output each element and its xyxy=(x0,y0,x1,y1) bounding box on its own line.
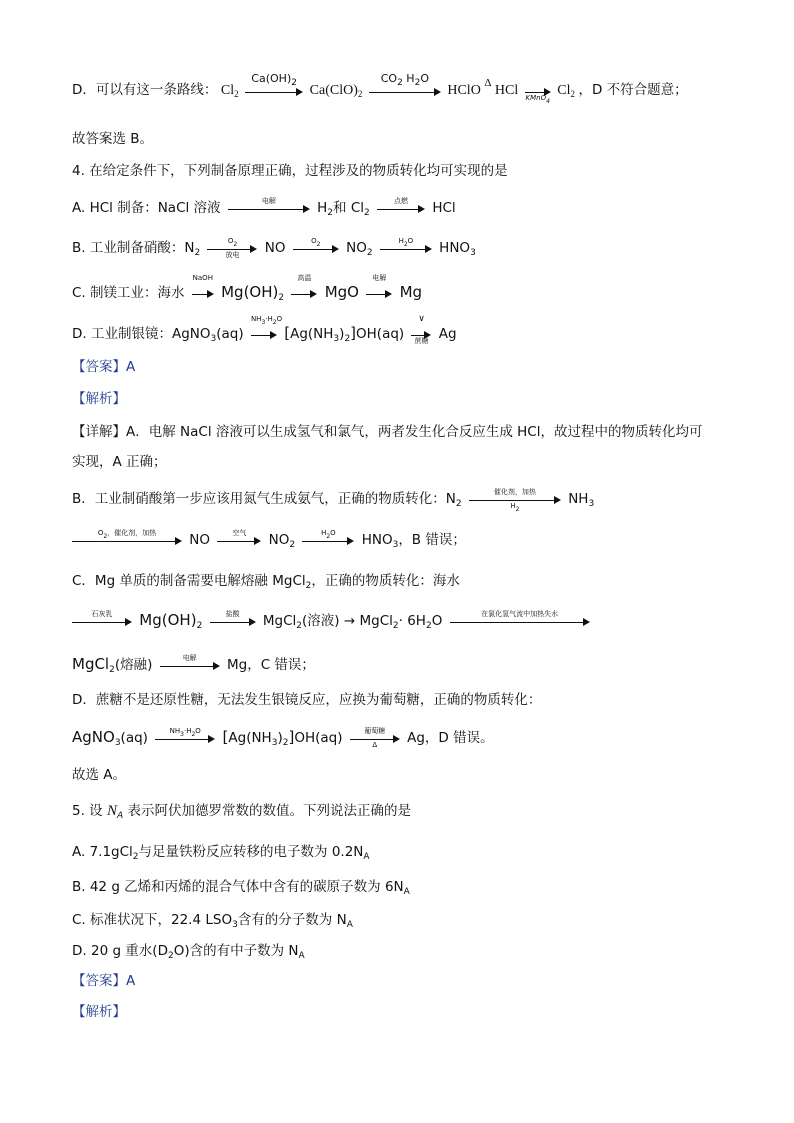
q4-detail-c2: 石灰乳 $Mg(OH)_2$ 盐酸 MgCl$_2$(溶液) → MgCl$_2$· $6H_2O$ 在氯化氢气流中加热失水 xyxy=(72,610,593,636)
hcl: HCl xyxy=(494,83,519,99)
conclusion-b: 故答案选 B。 xyxy=(72,131,154,147)
delta-symbol: Δ xyxy=(484,77,492,90)
q4-detail-d2: AgNO$_3$(aq) $NH_3\cdot H_2O$ $[Ag(NH_3)_2]OH(aq)$ 葡萄糖 Δ Ag，D 错误。 xyxy=(72,727,494,749)
q4-detail-b1: B．工业制硝酸第一步应该用氮气生成氨气，正确的物质转化：$N_2$ 催化剂，加热 $H_2$ $NH_3$ xyxy=(72,488,595,513)
q4-detail-a2: 实现，A 正确； xyxy=(72,454,167,470)
q4-detail-c1: C．Mg 单质的制备需要电解熔融 MgCl$_2$，正确的物质转化：海水 xyxy=(72,573,460,591)
d-route-line xyxy=(72,72,688,105)
cl2: $Cl_2$ xyxy=(220,83,239,100)
q4-analysis: 【解析】 xyxy=(72,391,126,407)
d-route-prefix: D．可以有这一条路线： xyxy=(72,82,218,99)
q4-detail-d1: D．蔗糖不是还原性糖，无法发生银镜反应，应换为葡萄糖，正确的物质转化： xyxy=(72,692,542,708)
q4-detail-c3: MgCl$_2$(熔融) 电解 Mg，C 错误； xyxy=(72,654,315,675)
q4-conclusion: 故选 A。 xyxy=(72,767,127,783)
hclo: HClO xyxy=(447,83,481,99)
q5-option-a: A. 7.1gCl$_2$与足量铁粉反应转移的电子数为 $0.2N_A$ xyxy=(72,844,370,862)
d-route-suffix: ，D 不符合题意； xyxy=(578,82,688,99)
caclo2: $Ca(ClO)_2$ xyxy=(309,83,363,100)
q4-option-b: B. 工业制备硝酸：$N_2$ $O_2$ 放电 NO $O_2$ $NO_2$ $H_2O$ $HNO_3$ xyxy=(72,237,476,259)
q5-option-d: D. 20 g 重水$(D_2O)$含的有中子数为 $N_A$ xyxy=(72,943,305,961)
q4-answer: 【答案】A xyxy=(72,359,136,375)
arrow-caoh2: $Ca(OH)_2$ xyxy=(245,80,303,102)
q5-answer: 【答案】A xyxy=(72,973,136,989)
q4-option-c: C. 制镁工业：海水 NaOH $Mg(OH)_2$ 高温 MgO 电解 Mg xyxy=(72,274,423,303)
cl2-end: $Cl_2$ xyxy=(557,83,575,100)
q5-option-b: B. 42 g 乙烯和丙烯的混合气体中含有的碳原子数为 $6N_A$ xyxy=(72,879,410,897)
q5-stem: 5. 设 $N_A$ 表示阿伏加德罗常数的数值。下列说法正确的是 xyxy=(72,803,411,821)
q4-detail-b2: $O_2$，催化剂，加热 NO 空气 $NO_2$ $H_2O$ $HNO_3$，B 错误； xyxy=(72,529,466,555)
q4-detail-a1: 【详解】A．电解 NaCl 溶液可以生成氢气和氯气，两者发生化合反应生成 HCl，故过程中的物质转化均可 xyxy=(72,424,703,440)
arrow-kmno4: KMnO$_4$ xyxy=(525,80,551,102)
arrow-co2-h2o: $CO_2$ $H_2O$ xyxy=(369,80,441,102)
q5-option-c: C. 标准状况下，22.4 $LSO_3$含有的分子数为 $N_A$ xyxy=(72,912,353,930)
q4-option-a: A. HCl 制备：NaCl 溶液 电解 $H_2$和 $Cl_2$ 点燃 HCl xyxy=(72,197,456,218)
q5-analysis: 【解析】 xyxy=(72,1004,126,1020)
q4-option-d: D. 工业制银镜：AgNO$_3$(aq) $NH_3\cdot H_2O$ $[Ag(NH_3)_2]OH(aq)$ ∨ 蔗糖 Ag xyxy=(72,314,457,345)
q4-stem: 4. 在给定条件下，下列制备原理正确，过程涉及的物质转化均可实现的是 xyxy=(72,163,508,179)
